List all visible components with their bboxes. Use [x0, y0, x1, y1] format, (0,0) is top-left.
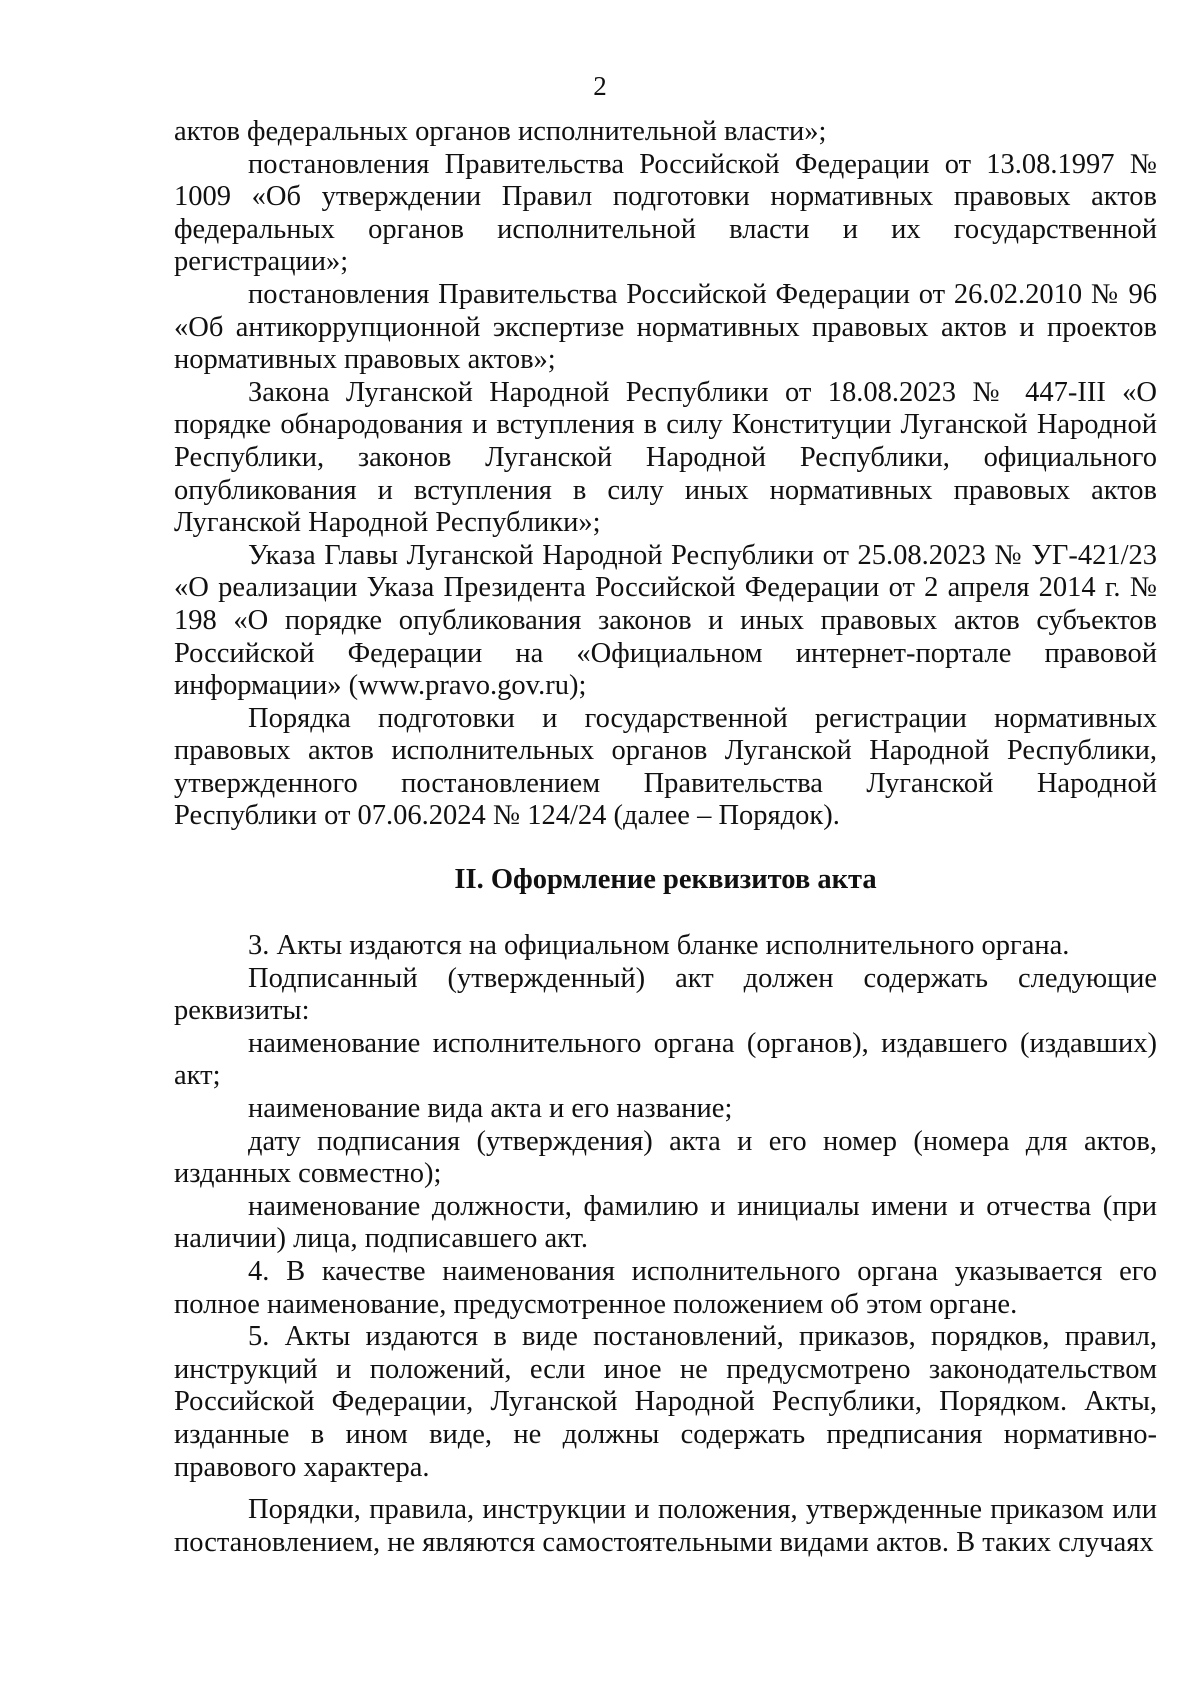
- section-heading: II. Оформление реквизитов акта: [454, 864, 877, 896]
- document-body: [174, 116, 1157, 1559]
- paragraph-clause: Порядки, правила, инструкции и положения, утвержденные приказом или постановлением, не являются самостоятельными видами актов. В таких случаях: [174, 1494, 1157, 1558]
- paragraph-requisite-item: наименование должности, фамилию и инициалы имени и отчества (при наличии) лица, подписавшего акт.: [174, 1190, 1157, 1255]
- paragraph-clause: 4. В качестве наименования исполнительного органа указывается его полное наименование, предусмотренное положением об этом органе.: [174, 1256, 1157, 1320]
- paragraph-clause: 5. Акты издаются в виде постановлений, приказов, порядков, правил, инструкций и положений, если иное не предусмотрено законодательством Российской Федерации, Луганской Народной Республики, Порядком. Акты, изданные в ином виде, не должны содержать предписания нормативно-правового характера.: [174, 1321, 1157, 1483]
- paragraph-requisite-item: наименование исполнительного органа (органов), издавшего (издавших) акт;: [174, 1027, 1157, 1092]
- paragraph-clause: 3. Акты издаются на официальном бланке исполнительного органа.: [248, 930, 1070, 962]
- paragraph-basis-item: постановления Правительства Российской Федерации от 13.08.1997 № 1009 «Об утверждении Правил подготовки нормативных правовых актов федеральных органов исполнительной власти и их государственной регистрации»;: [174, 148, 1157, 278]
- paragraph-requisite-item: дату подписания (утверждения) акта и его номер (номера для актов, изданных совместно);: [174, 1125, 1157, 1190]
- page-number: 2: [593, 71, 607, 101]
- paragraph-continuation: актов федеральных органов исполнительной власти»;: [174, 116, 827, 147]
- paragraph-basis-item: Закона Луганской Народной Республики от 18.08.2023 № 447-III «О порядке обнародования и вступления в силу Конституции Луганской Народной Республики, законов Луганской Народной Республики, официального опубликования и вступления в силу иных нормативных правовых актов Луганской Народной Республики»;: [174, 376, 1157, 539]
- paragraph-basis-item: Порядка подготовки и государственной регистрации нормативных правовых актов исполнительных органов Луганской Народной Республики, утвержденного постановлением Правительства Луганской Народной Республики от 07.06.2024 № 124/24 (далее – Порядок).: [174, 702, 1157, 832]
- paragraph-requisite-item: наименование вида акта и его название;: [248, 1093, 733, 1125]
- paragraph-basis-item: постановления Правительства Российской Федерации от 26.02.2010 № 96 «Об антикоррупционной экспертизе нормативных правовых актов и проектов нормативных правовых актов»;: [174, 278, 1157, 376]
- paragraph-basis-item: Указа Главы Луганской Народной Республики от 25.08.2023 № УГ-421/23 «О реализации Указа Президента Российской Федерации от 2 апреля 2014 г. № 198 «О порядке опубликования законов и иных правовых актов субъектов Российской Федерации на «Официальном интернет-портале правовой информации» (www.pravo.gov.ru);: [174, 539, 1157, 702]
- paragraph-clause: Подписанный (утвержденный) акт должен содержать следующие реквизиты:: [174, 962, 1157, 1027]
